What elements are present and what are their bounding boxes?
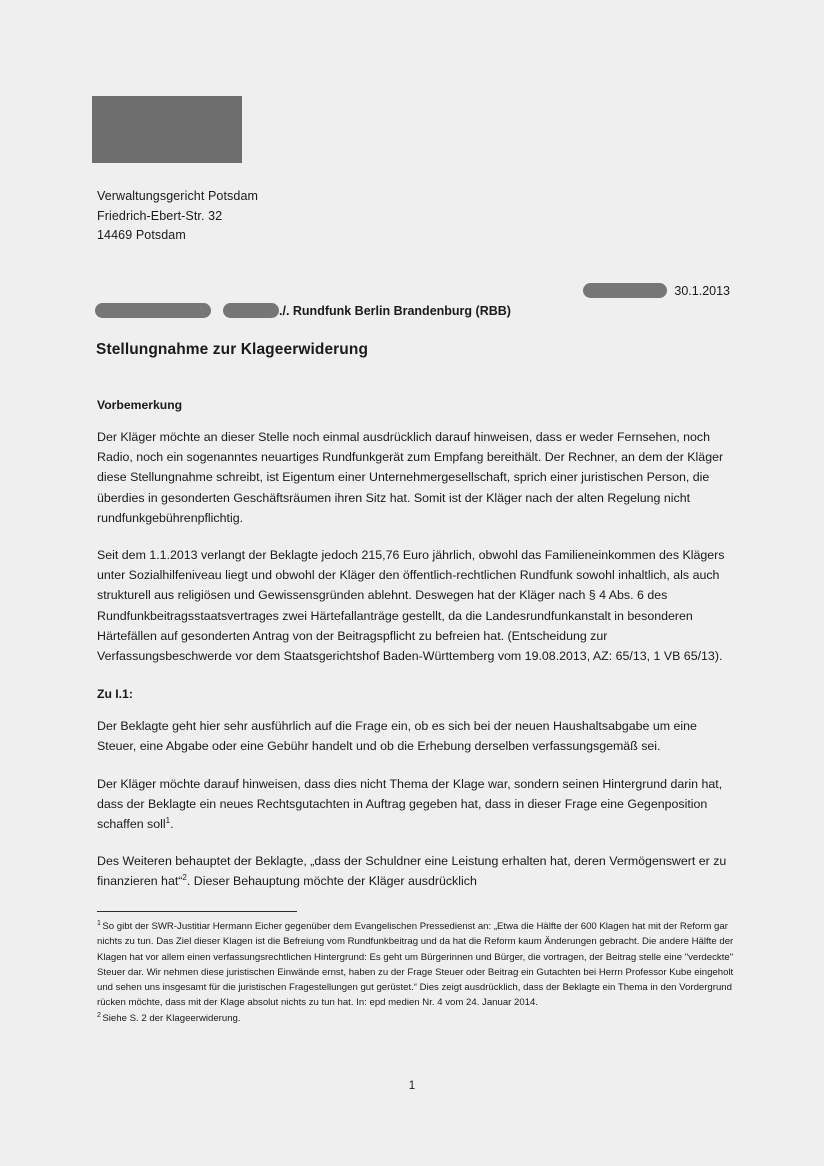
paragraph-5-text: Des Weiteren behauptet der Beklagte, „dass der Schuldner eine Leistung erhalten hat, deren Vermögenswert er zu finanzieren hat“	[97, 854, 727, 889]
heading-zu-i1: Zu I.1:	[97, 687, 133, 702]
redacted-plaintiff-name-bar	[95, 303, 211, 318]
footnote-1	[97, 919, 737, 1011]
address-line-3: 14469 Potsdam	[97, 228, 186, 242]
heading-vorbemerkung: Vorbemerkung	[97, 398, 183, 412]
defendant-label: ./. Rundfunk Berlin Brandenburg (RBB)	[279, 303, 511, 318]
document-date: 30.1.2013	[674, 283, 730, 298]
date-line	[583, 283, 730, 298]
address-line-2: Friedrich-Ebert-Str. 32	[97, 208, 223, 223]
document-body	[97, 398, 731, 909]
redacted-sender-place-bar	[583, 283, 667, 298]
paragraph-1: Der Kläger möchte an dieser Stelle noch einmal ausdrücklich darauf hinweisen, dass er weder Fernsehen, noch Radio, noch ein sogenanntes neuartiges Rundfunkgerät zum Empfang bereithält. Der Rechner, an dem der Kläger diese Stellungnahme schreibt, ist Eigentum einer Unternehmergesellschaft, sprich einer juristischen Person, die überdies in gesonderten Geschäftsräumen ihren Sitz hat. Somit ist der Kläger nach der alten Regelung nicht rundfunkgebührenpflichtig.	[97, 430, 724, 525]
parties-line	[95, 303, 511, 318]
footnote-1-text: So gibt der SWR-Justitiar Hermann Eicher gegenüber dem Evangelischen Pressedienst an: „Etwa die Hälfte der 600 Klagen hat mit der Reform gar nichts zu tun. Das Ziel dieser Klagen ist die Befreiung vom Rundfunkbeitrag und da hat die Reform kaum Änderungen gebracht. Die andere Hälfte der Klagen hat vor allem einen verfassungsrechtlichen Hintergrund: Es geht um Bürgerinnen und Bürger, die vortragen, der Beitrag stelle eine "verdeckte" Steuer dar. Wir nehmen diese juristischen Einwände ernst, haben zu der Frage Steuer oder Beitrag ein Gutachten bei Herrn Professor Kube eingeholt und sehen uns insgesamt für die juristischen Fragestellungen gut gerüstet.“ Dies zeigt ausdrücklich, dass der Beklagte ein Thema in den Vordergrund rücken möchte, dass mit der Klage absolut nichts zu tun hat. In: epd medien Nr. 4 vom 24. Januar 2014.	[97, 921, 734, 1009]
paragraph-4-tail: .	[170, 817, 174, 832]
paragraph-3: Der Beklagte geht hier sehr ausführlich auf die Frage ein, ob es sich bei der neuen Haushaltsabgabe um eine Steuer, eine Abgabe oder eine Gebühr handelt und ob die Erhebung derselben verfassungsgemäß sei.	[97, 719, 697, 754]
page-title: Stellungnahme zur Klageerwiderung	[96, 341, 369, 358]
paragraph-4	[97, 774, 731, 835]
paragraph-2: Seit dem 1.1.2013 verlangt der Beklagte jedoch 215,76 Euro jährlich, obwohl das Familieneinkommen des Klägers unter Sozialhilfeniveau liegt und obwohl der Kläger den öffentlich-rechtlichen Rundfunk sowohl inhaltlich, als auch strukturell aus religiösen und Gewissensgründen ablehnt. Deswegen hat der Kläger nach § 4 Abs. 6 des Rundfunkbeitragsstaatsvertrages zwei Härtefallanträge gestellt, da die Landesrundfunkanstalt in besonderen Härtefällen auf gesonderten Antrag von der Beitragspflicht zu befreien hat. (Entscheidung zur Verfassungsbeschwerde vor dem Staatsgerichtshof Baden-Württemberg vom 19.08.2013, AZ: 65/13, 1 VB 65/13).	[97, 548, 725, 664]
redacted-plaintiff-name-bar-2	[223, 303, 279, 318]
footnote-separator	[97, 911, 297, 912]
paragraph-5	[97, 851, 731, 891]
address-line-1: Verwaltungsgericht Potsdam	[97, 189, 259, 203]
paragraph-5-tail: . Dieser Behauptung möchte der Kläger ausdrücklich	[186, 874, 477, 889]
footnotes-area	[97, 911, 737, 1026]
page-number: 1	[408, 1080, 416, 1092]
redacted-logo-block	[92, 96, 242, 163]
footnote-1-marker: 1	[97, 919, 101, 927]
footnote-2-text: Siehe S. 2 der Klageerwiderung.	[102, 1012, 241, 1024]
footnote-2	[97, 1011, 737, 1026]
footnote-marker-2: 2	[182, 873, 187, 883]
footnote-2-marker: 2	[97, 1011, 101, 1019]
paragraph-4-text: Der Kläger möchte darauf hinweisen, dass dies nicht Thema der Klage war, sondern seinen Hintergrund darin hat, dass der Beklagte ein neues Rechtsgutachten in Auftrag gegeben hat, dass in dieser Frage eine Gegenposition schaffen soll	[97, 776, 723, 832]
recipient-address	[97, 187, 258, 246]
footnote-marker-1: 1	[165, 815, 171, 825]
